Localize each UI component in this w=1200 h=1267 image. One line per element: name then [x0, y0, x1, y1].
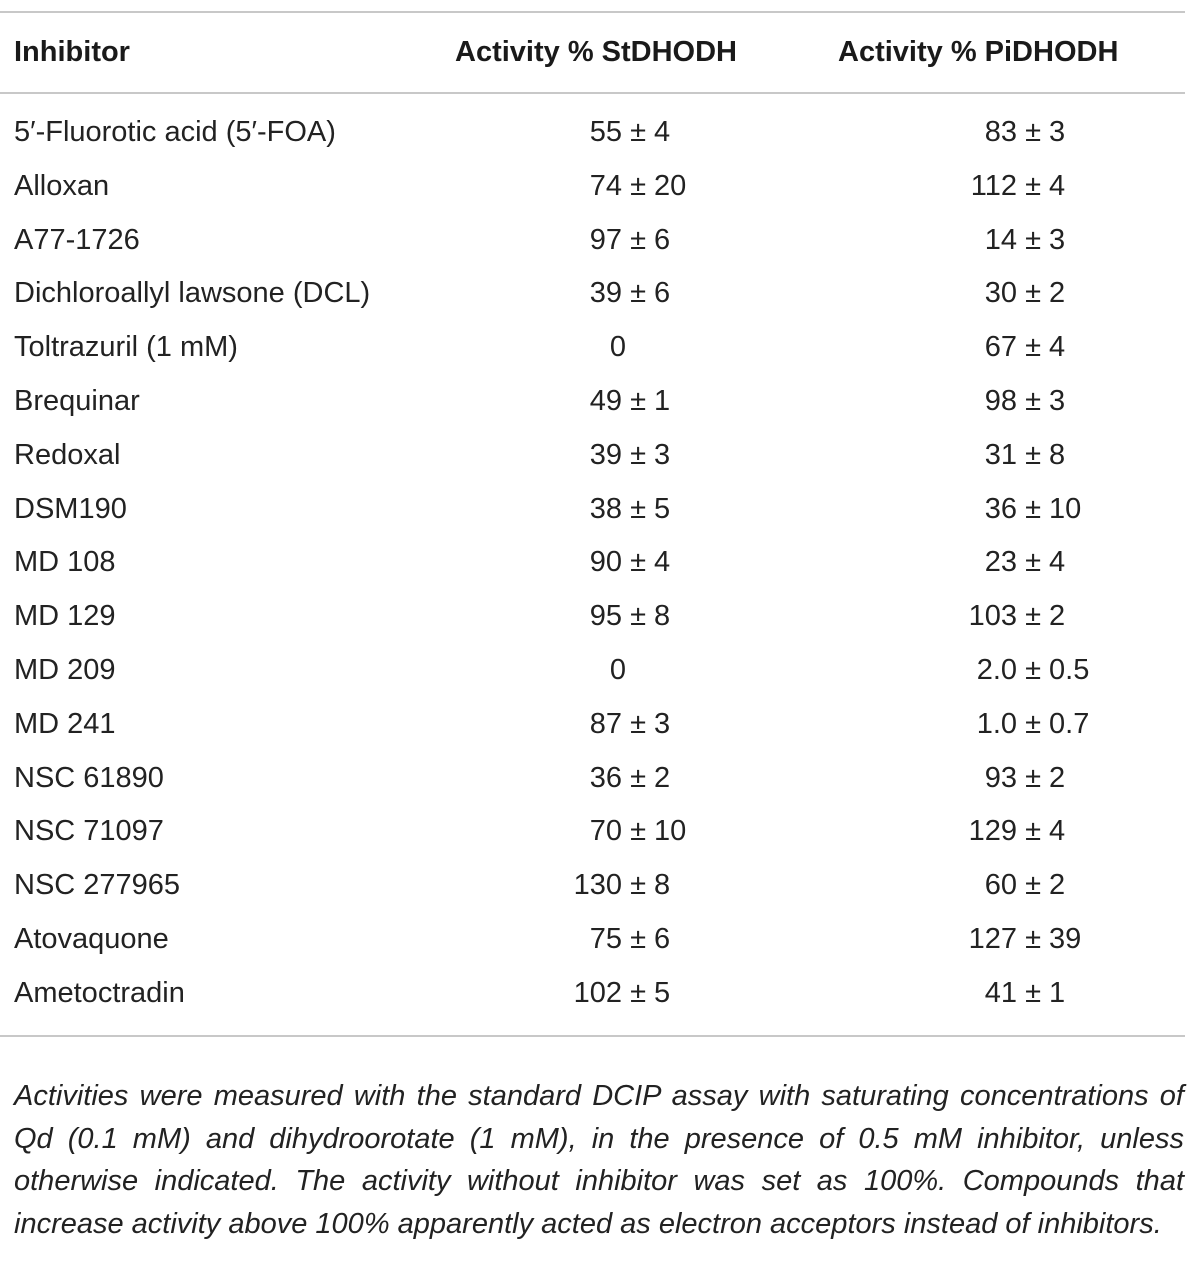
- cell-inhibitor: Brequinar: [14, 385, 140, 417]
- table-row: [0, 213, 1185, 267]
- cell-activity-pidhodh: 36 ± 10: [984, 492, 1082, 525]
- cell-inhibitor: MD 108: [14, 546, 116, 579]
- table-row: [0, 535, 1185, 589]
- header-activity-stdhodh: Activity % StDHODH: [455, 36, 737, 68]
- table-header-row: [0, 25, 1185, 79]
- cell-activity-pidhodh: 83 ± 3: [984, 116, 1066, 148]
- cell-activity-stdhodh: 74 ± 20: [589, 169, 687, 202]
- cell-inhibitor: Dichloroallyl lawsone (DCL): [14, 277, 371, 310]
- table-footnote: Activities were measured with the standard DCIP assay with saturating concentrations of Qd (0.1 mM) and dihydroorotate (1 mM), in the presence of 0.5 mM inhibitor, unless otherwise indicated. The activity without inhibitor was set as 100%. Compounds that increase activity above 100% apparently acted as electron acceptors instead of inhibitors.: [14, 1080, 1184, 1240]
- header-activity-pidhodh: Activity % PiDHODH: [838, 36, 1119, 68]
- cell-activity-stdhodh: 87 ± 3: [589, 707, 671, 740]
- table-row: [0, 966, 1185, 1020]
- cell-activity-pidhodh: 67 ± 4: [984, 331, 1066, 364]
- table-row: [0, 697, 1185, 751]
- cell-activity-pidhodh: 30 ± 2: [984, 277, 1066, 310]
- cell-activity-pidhodh: 31 ± 8: [984, 438, 1066, 471]
- cell-inhibitor: 5′-Fluorotic acid (5′-FOA): [14, 116, 336, 148]
- cell-inhibitor: Atovaquone: [14, 923, 169, 955]
- table-row: [0, 105, 1185, 159]
- cell-inhibitor: Ametoctradin: [14, 976, 185, 1009]
- cell-inhibitor: MD 241: [14, 707, 116, 740]
- cell-activity-pidhodh: 1.0 ± 0.7: [976, 707, 1090, 740]
- table-row: [0, 482, 1185, 536]
- cell-inhibitor: NSC 71097: [14, 815, 164, 848]
- table-row: [0, 428, 1185, 482]
- table-bottom-rule: [0, 1035, 1185, 1037]
- cell-inhibitor: NSC 61890: [14, 761, 164, 794]
- cell-activity-pidhodh: 14 ± 3: [984, 223, 1066, 256]
- cell-activity-pidhodh: 23 ± 4: [984, 546, 1066, 579]
- cell-activity-pidhodh: 103 ± 2: [968, 600, 1066, 633]
- cell-activity-pidhodh: 60 ± 2: [984, 869, 1066, 902]
- table-row: [0, 159, 1185, 213]
- cell-activity-stdhodh: 39 ± 6: [589, 277, 671, 310]
- cell-activity-pidhodh: 129 ± 4: [968, 815, 1066, 848]
- cell-activity-pidhodh: 2.0 ± 0.5: [976, 654, 1090, 686]
- cell-activity-stdhodh: 90 ± 4: [589, 546, 671, 579]
- table-row: [0, 912, 1185, 966]
- header-inhibitor: Inhibitor: [14, 36, 130, 68]
- cell-activity-stdhodh: 55 ± 4: [589, 116, 671, 148]
- cell-inhibitor: MD 129: [14, 600, 116, 633]
- table-row: [0, 266, 1185, 320]
- cell-inhibitor: Redoxal: [14, 438, 121, 471]
- cell-activity-stdhodh: 0: [609, 331, 627, 364]
- table-top-rule: [0, 11, 1185, 13]
- cell-activity-stdhodh: 36 ± 2: [589, 761, 671, 794]
- cell-inhibitor: NSC 277965: [14, 869, 181, 902]
- cell-activity-pidhodh: 127 ± 39: [968, 923, 1082, 955]
- cell-inhibitor: MD 209: [14, 654, 116, 686]
- cell-inhibitor: A77-1726: [14, 223, 140, 256]
- table-row: [0, 751, 1185, 805]
- table-row: [0, 858, 1185, 912]
- cell-activity-stdhodh: 0: [609, 654, 627, 686]
- cell-activity-stdhodh: 39 ± 3: [589, 438, 671, 471]
- cell-activity-stdhodh: 75 ± 6: [589, 923, 671, 955]
- cell-activity-pidhodh: 98 ± 3: [984, 385, 1066, 417]
- cell-inhibitor: Alloxan: [14, 169, 110, 202]
- cell-activity-stdhodh: 102 ± 5: [573, 976, 671, 1009]
- table-row: [0, 320, 1185, 374]
- cell-activity-pidhodh: 112 ± 4: [970, 169, 1066, 202]
- cell-inhibitor: DSM190: [14, 492, 127, 525]
- cell-activity-stdhodh: 97 ± 6: [589, 223, 671, 256]
- table-row: [0, 643, 1185, 697]
- table-row: [0, 589, 1185, 643]
- cell-activity-stdhodh: 49 ± 1: [589, 385, 671, 417]
- table-row: [0, 374, 1185, 428]
- cell-activity-pidhodh: 93 ± 2: [984, 761, 1066, 794]
- table-row: [0, 804, 1185, 858]
- table-header-rule: [0, 92, 1185, 94]
- cell-activity-pidhodh: 41 ± 1: [984, 976, 1066, 1009]
- cell-inhibitor: Toltrazuril (1 mM): [14, 331, 238, 364]
- cell-activity-stdhodh: 95 ± 8: [589, 600, 671, 633]
- cell-activity-stdhodh: 70 ± 10: [589, 815, 687, 848]
- cell-activity-stdhodh: 130 ± 8: [573, 869, 671, 902]
- cell-activity-stdhodh: 38 ± 5: [589, 492, 671, 525]
